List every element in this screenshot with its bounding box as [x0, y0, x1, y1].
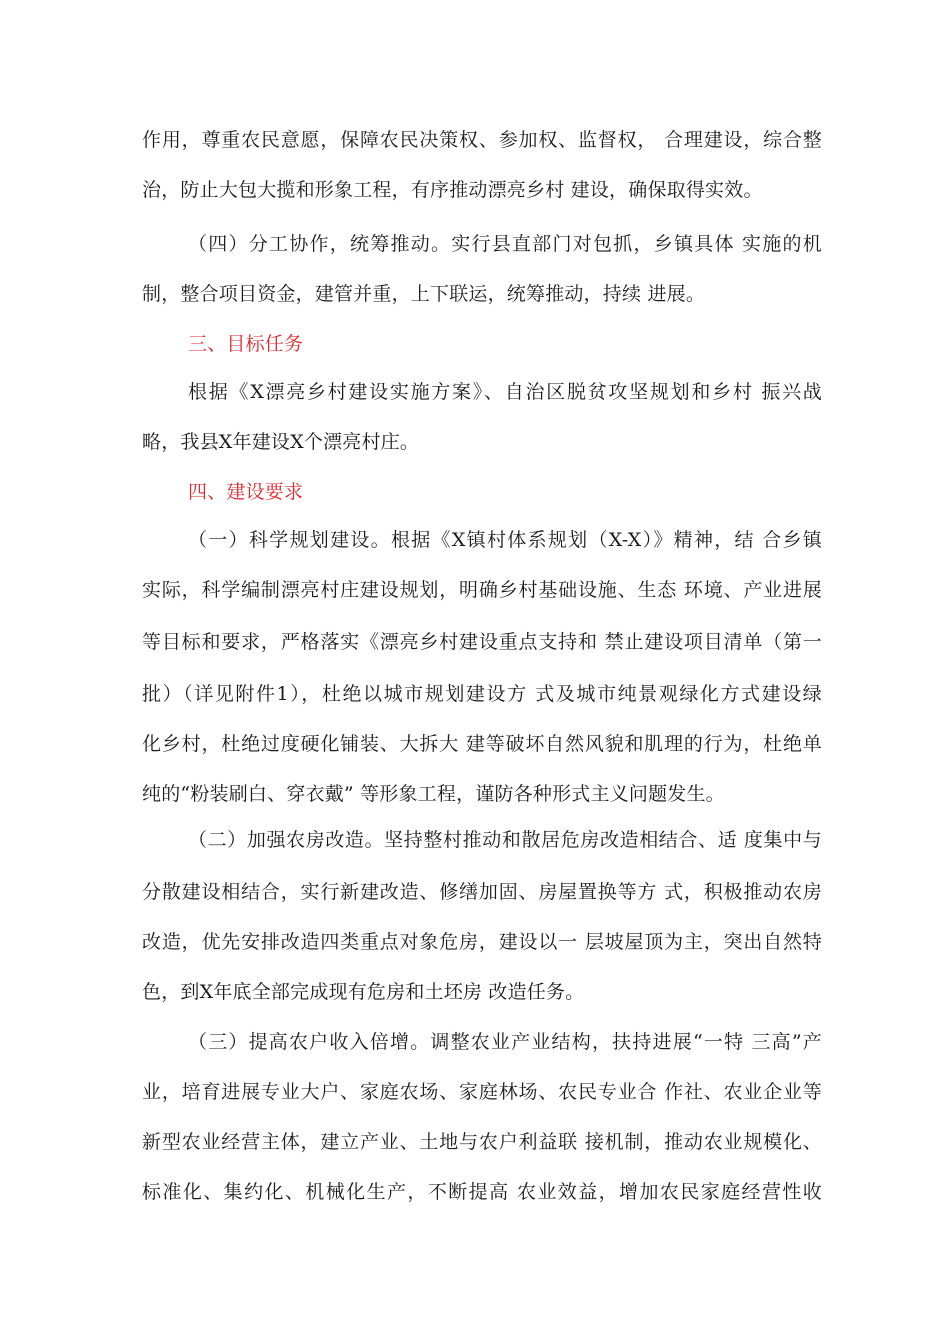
body-text-line: 纯的“粉装刷白、穿衣戴” 等形象工程，谨防各种形式主义问题发生。 — [142, 783, 725, 805]
section-heading: 四、建设要求 — [188, 481, 304, 503]
body-text-line: 等目标和要求，严格落实《漂亮乡村建设重点支持和 禁止建设项目清单（第一 — [142, 631, 822, 653]
body-text-line: 改造，优先安排改造四类重点对象危房，建设以一 层坡屋顶为主，突出自然特 — [142, 931, 822, 953]
body-text-line: 分散建设相结合，实行新建改造、修缮加固、房屋置换等方 式，积极推动农房 — [142, 881, 822, 903]
body-text-line: 标准化、集约化、机械化生产，不断提高 农业效益，增加农民家庭经营性收 — [142, 1181, 822, 1203]
body-text-line: 批）（详见附件1），杜绝以城市规划建设方 式及城市纯景观绿化方式建设绿 — [142, 683, 822, 705]
section-heading: 三、目标任务 — [188, 333, 304, 355]
body-text-line: 实际，科学编制漂亮村庄建设规划，明确乡村基础设施、生态 环境、产业进展 — [142, 579, 822, 601]
body-text-line: 色，到X年底全部完成现有危房和土坯房 改造任务。 — [142, 981, 585, 1003]
body-text-line: 治，防止大包大揽和形象工程，有序推动漂亮乡村 建设，确保取得实效。 — [142, 179, 763, 201]
body-text-line: （一）科学规划建设。根据《X镇村体系规划（X-X）》精神，结 合乡镇 — [188, 529, 822, 551]
body-text-line: 化乡村，杜绝过度硬化铺装、大拆大 建等破坏自然风貌和肌理的行为，杜绝单 — [142, 733, 822, 755]
body-text-line: 略，我县X年建设X个漂亮村庄。 — [142, 431, 420, 453]
body-text-line: 制，整合项目资金，建管并重，上下联运，统筹推动，持续 进展。 — [142, 283, 706, 305]
body-text-line: 作用，尊重农民意愿，保障农民决策权、参加权、监督权， 合理建设，综合整 — [142, 129, 822, 151]
body-text-line: 业，培育进展专业大户、家庭农场、家庭林场、农民专业合 作社、农业企业等 — [142, 1081, 822, 1103]
body-text-line: （三）提高农户收入倍增。调整农业产业结构，扶持进展“一特 三高”产 — [188, 1031, 822, 1053]
body-text-line: （四）分工协作，统筹推动。实行县直部门对包抓，乡镇具体 实施的机 — [188, 233, 822, 255]
body-text-line: 根据《X漂亮乡村建设实施方案》、自治区脱贫攻坚规划和乡村 振兴战 — [188, 381, 822, 403]
body-text-line: 新型农业经营主体，建立产业、土地与农户利益联 接机制，推动农业规模化、 — [142, 1131, 822, 1153]
body-text-line: （二）加强农房改造。坚持整村推动和散居危房改造相结合、适 度集中与 — [188, 829, 822, 851]
